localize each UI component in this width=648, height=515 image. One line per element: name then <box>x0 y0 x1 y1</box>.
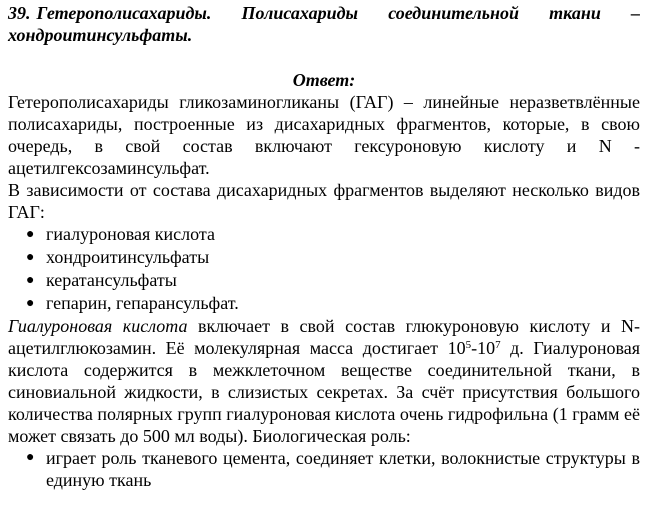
list-item-text: гиалуроновая кислота <box>46 224 215 244</box>
roles-list <box>8 447 640 491</box>
bullet-icon: ● <box>26 227 35 242</box>
question-heading <box>8 0 640 46</box>
types-paragraph: В зависимости от состава дисахаридных фрагментов выделяют несколько видов ГАГ: <box>8 180 640 222</box>
bullet-icon: ● <box>26 296 35 311</box>
hyaluronic-paragraph <box>8 315 640 447</box>
mass-exponent-1: 5 <box>465 339 472 351</box>
list-item-text: гепарин, гепарансульфат. <box>46 293 239 313</box>
list-item-text: играет роль тканевого цемента, соединяет клетки, волокнистые структуры в единую ткань <box>46 448 640 490</box>
bullet-icon: ● <box>26 250 35 265</box>
list-item <box>8 246 640 269</box>
list-item <box>8 447 640 491</box>
list-item <box>8 223 640 246</box>
hyaluronic-text-1: включает в свой состав глюкуроновую кислоту и N-ацетилглюкозамин. Её молекулярная масса достигает 10 <box>8 316 640 358</box>
list-item <box>8 292 640 315</box>
mass-dash: -10 <box>471 338 496 358</box>
bullet-icon: ● <box>26 450 35 465</box>
mass-exponent-2: 7 <box>495 339 501 351</box>
question-title: Гетерополисахариды. Полисахариды соединительной ткани – хондроитинсульфаты. <box>8 3 640 45</box>
bullet-icon: ● <box>26 273 35 288</box>
list-item <box>8 269 640 292</box>
types-list <box>8 223 640 315</box>
hyaluronic-term: Гиалуроновая кислота <box>8 316 188 336</box>
intro-paragraph: Гетерополисахариды гликозаминогликаны (ГАГ) – линейные неразветвлённые полисахариды, построенные из дисахаридных фрагментов, которые, в свою очередь, в свой состав включают гексуроновую кислоту и N - ацетилгексозаминсульфат. <box>8 92 640 178</box>
list-item-text: хондроитинсульфаты <box>46 247 210 267</box>
answer-label: Ответ: <box>292 70 356 90</box>
hyaluronic-text-2: д. Гиалуроновая кислота содержится в межклеточном веществе соединительной ткани, в синовиальной жидкости, в слизистых секретах. За счёт присутствия большого количества полярных групп гиалуроновая кислота очень гидрофильна (1 грамм её может связать до 500 мл воды). Биологическая роль: <box>8 338 640 446</box>
list-item-text: кератансульфаты <box>46 270 177 290</box>
question-number: 39. <box>8 3 31 23</box>
